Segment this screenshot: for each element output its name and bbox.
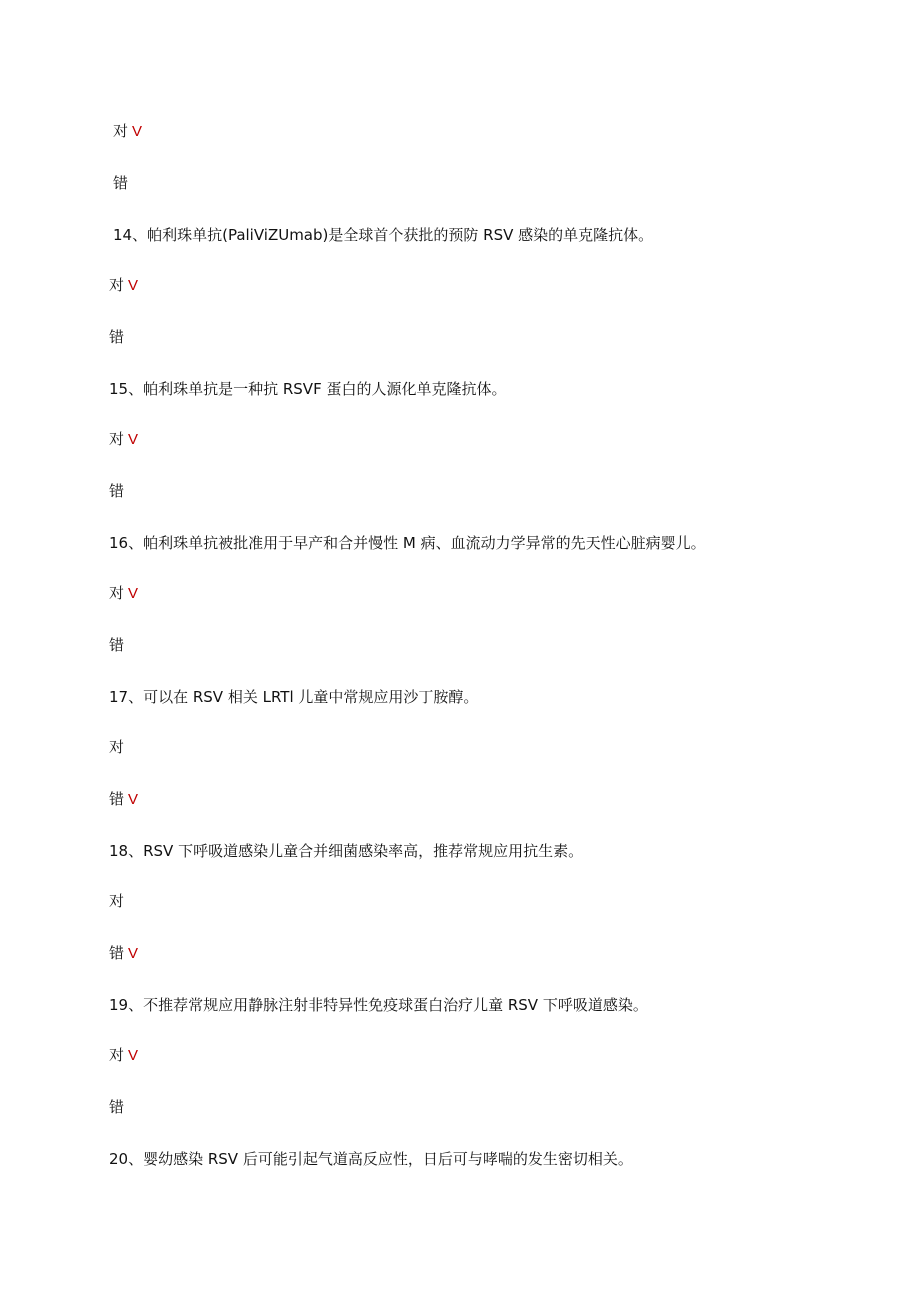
question-text: 帕利珠单抗被批准用于早产和合并慢性 M 病、血流动力学异常的先天性心脏病婴儿。 xyxy=(143,534,706,552)
answer-false-option[interactable] xyxy=(109,943,138,964)
question-text: 可以在 RSV 相关 LRTl 儿童中常规应用沙丁胺醇。 xyxy=(143,688,479,706)
check-mark-icon: V xyxy=(128,791,139,808)
answer-true-option[interactable] xyxy=(109,429,138,450)
answer-true-option[interactable] xyxy=(109,583,138,604)
option-label: 错 xyxy=(109,790,125,808)
answer-false-option[interactable] xyxy=(109,635,124,655)
question-number: 14、 xyxy=(113,226,148,244)
option-label: 对 xyxy=(109,1046,125,1064)
question-number: 16、 xyxy=(109,534,144,552)
answer-true-option[interactable] xyxy=(109,1045,138,1066)
question-15 xyxy=(109,379,506,399)
answer-true-option[interactable] xyxy=(109,891,124,911)
option-label: 对 xyxy=(113,122,129,140)
option-label: 错 xyxy=(109,636,125,654)
option-label: 错 xyxy=(109,1098,125,1116)
question-19 xyxy=(109,995,648,1015)
question-number: 15、 xyxy=(109,380,144,398)
question-text: 婴幼感染 RSV 后可能引起气道高反应性，日后可与哮喘的发生密切相关。 xyxy=(143,1150,633,1168)
option-label: 对 xyxy=(109,430,125,448)
option-label: 对 xyxy=(109,738,125,756)
question-text: 帕利珠单抗(PaliViZUmab)是全球首个获批的预防 RSV 感染的单克隆抗体。 xyxy=(147,226,654,244)
question-text: RSV 下呼吸道感染儿童合并细菌感染率高，推荐常规应用抗生素。 xyxy=(143,842,584,860)
question-17 xyxy=(109,687,478,707)
option-label: 对 xyxy=(109,584,125,602)
answer-false-option[interactable] xyxy=(113,173,128,193)
question-14 xyxy=(113,225,653,245)
answer-true-option[interactable] xyxy=(109,275,138,296)
question-20 xyxy=(109,1149,633,1169)
question-number: 18、 xyxy=(109,842,144,860)
question-number: 19、 xyxy=(109,996,144,1014)
question-number: 20、 xyxy=(109,1150,144,1168)
check-mark-icon: V xyxy=(128,1047,139,1064)
check-mark-icon: V xyxy=(128,945,139,962)
option-label: 错 xyxy=(109,944,125,962)
question-16 xyxy=(109,533,706,553)
option-label: 对 xyxy=(109,892,125,910)
check-mark-icon: V xyxy=(128,431,139,448)
check-mark-icon: V xyxy=(128,277,139,294)
answer-false-option[interactable] xyxy=(109,789,138,810)
question-18 xyxy=(109,841,583,861)
check-mark-icon: V xyxy=(128,585,139,602)
check-mark-icon: V xyxy=(132,123,143,140)
answer-false-option[interactable] xyxy=(109,1097,124,1117)
question-number: 17、 xyxy=(109,688,144,706)
option-label: 错 xyxy=(109,328,125,346)
answer-false-option[interactable] xyxy=(109,327,124,347)
option-label: 对 xyxy=(109,276,125,294)
option-label: 错 xyxy=(109,482,125,500)
question-text: 帕利珠单抗是一种抗 RSVF 蛋白的人源化单克隆抗体。 xyxy=(143,380,507,398)
question-text: 不推荐常规应用静脉注射非特异性免疫球蛋白治疗儿童 RSV 下呼吸道感染。 xyxy=(143,996,648,1014)
answer-true-option[interactable] xyxy=(109,737,124,757)
answer-false-option[interactable] xyxy=(109,481,124,501)
answer-true-option[interactable] xyxy=(113,121,142,142)
option-label: 错 xyxy=(113,174,129,192)
